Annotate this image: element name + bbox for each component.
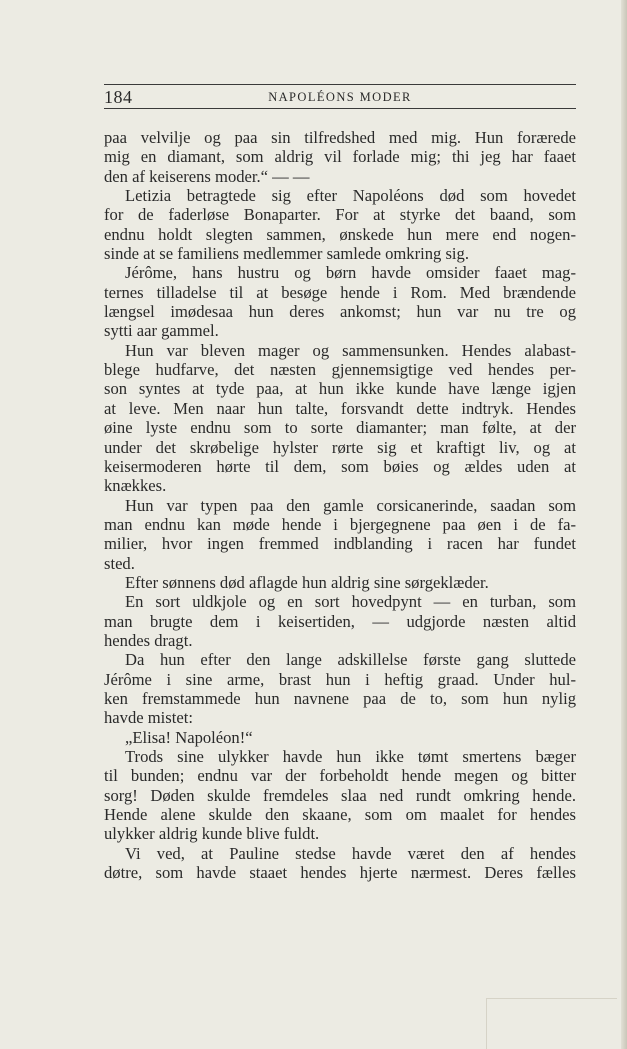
text-line: keisermoderen hørte til dem, som bøies og ældes uden at bbox=[104, 456, 576, 476]
text-line: Hun var typen paa den gamle corsicanerinde, saadan som bbox=[125, 495, 576, 515]
text-line: Jérôme i sine arme, brast hun i heftig graad. Under hul- bbox=[104, 669, 576, 689]
text-line: knækkes. bbox=[104, 476, 167, 496]
text-line: son syntes at tyde paa, at hun ikke kunde have længe igjen bbox=[104, 379, 576, 399]
text-line: sted. bbox=[104, 553, 135, 573]
text-line: Efter sønnens død aflagde hun aldrig sine sørgeklæder. bbox=[125, 572, 489, 592]
text-line: Trods sine ulykker havde hun ikke tømt smertens bæger bbox=[125, 747, 576, 766]
text-line: sorg! Døden skulde fremdeles slaa ned rundt omkring hende. bbox=[104, 785, 576, 805]
text-line: milier, hvor ingen fremmed indblanding i racen har fundet bbox=[104, 534, 576, 554]
text-line: længsel imødesaa hun deres ankomst; hun var nu tre og bbox=[104, 302, 576, 322]
text-line: sinde at se familiens medlemmer samlede omkring sig. bbox=[104, 244, 469, 264]
text-line: den af keiserens moder.“ — — bbox=[104, 166, 310, 186]
text-line: Letizia betragtede sig efter Napoléons død som hovedet bbox=[125, 186, 576, 206]
text-line: „Elisa! Napoléon!“ bbox=[125, 727, 253, 747]
text-line: blege hudfarve, det næsten gjennemsigtige ved hendes per- bbox=[104, 360, 576, 380]
running-head bbox=[104, 84, 576, 109]
corner-mark bbox=[486, 998, 617, 1049]
text-line: Hun var bleven mager og sammensunken. Hendes alabast- bbox=[125, 340, 576, 360]
text-line: Da hun efter den lange adskillelse første gang sluttede bbox=[125, 650, 576, 670]
text-line: ulykker aldrig kunde blive fuldt. bbox=[104, 824, 320, 844]
text-line: at leve. Men naar hun talte, forsvandt dette indtryk. Hendes bbox=[104, 398, 576, 418]
text-line: paa velvilje og paa sin tilfredshed med mig. Hun forærede bbox=[104, 128, 576, 147]
page-edge bbox=[621, 0, 627, 1049]
text-line: øine lyste endnu som to sorte diamanter; man følte, at der bbox=[104, 418, 576, 438]
text-line: endnu holdt slegten sammen, ønskede hun mere end nogen- bbox=[104, 224, 576, 244]
text-line: ken fremstammede hun navnene paa de to, som hun nylig bbox=[104, 688, 576, 708]
text-line: til bunden; endnu var der forbeholdt hende megen og bitter bbox=[104, 766, 576, 786]
body-text bbox=[104, 128, 576, 882]
text-line: mig en diamant, som aldrig vil forlade mig; thi jeg har faaet bbox=[104, 147, 576, 167]
text-line: Jérôme, hans hustru og børn havde omsider faaet mag- bbox=[125, 263, 576, 283]
page-number: 184 bbox=[104, 87, 133, 107]
text-line: hendes dragt. bbox=[104, 630, 193, 650]
text-line: ternes tilladelse til at besøge hende i Rom. Med brændende bbox=[104, 282, 576, 302]
text-line: En sort uldkjole og en sort hovedpynt — en turban, som bbox=[125, 592, 576, 612]
text-line: Vi ved, at Pauline stedse havde været den af hendes bbox=[125, 843, 576, 863]
text-line: under det skrøbelige hylster rørte sig et kraftigt liv, og at bbox=[104, 437, 576, 457]
text-line: døtre, som havde staaet hendes hjerte nærmest. Deres fælles bbox=[104, 863, 576, 883]
text-line: sytti aar gammel. bbox=[104, 321, 219, 341]
text-line: man endnu kan møde hende i bjergegnene paa øen i de fa- bbox=[104, 514, 576, 534]
running-title: NAPOLÉONS MODER bbox=[268, 90, 412, 104]
text-line: Hende alene skulde den skaane, som om maalet for hendes bbox=[104, 805, 576, 825]
text-line: man brugte dem i keisertiden, — udgjorde næsten altid bbox=[104, 611, 576, 631]
text-line: for de faderløse Bonaparter. For at styrke det baand, som bbox=[104, 205, 576, 225]
text-line: havde mistet: bbox=[104, 708, 193, 728]
